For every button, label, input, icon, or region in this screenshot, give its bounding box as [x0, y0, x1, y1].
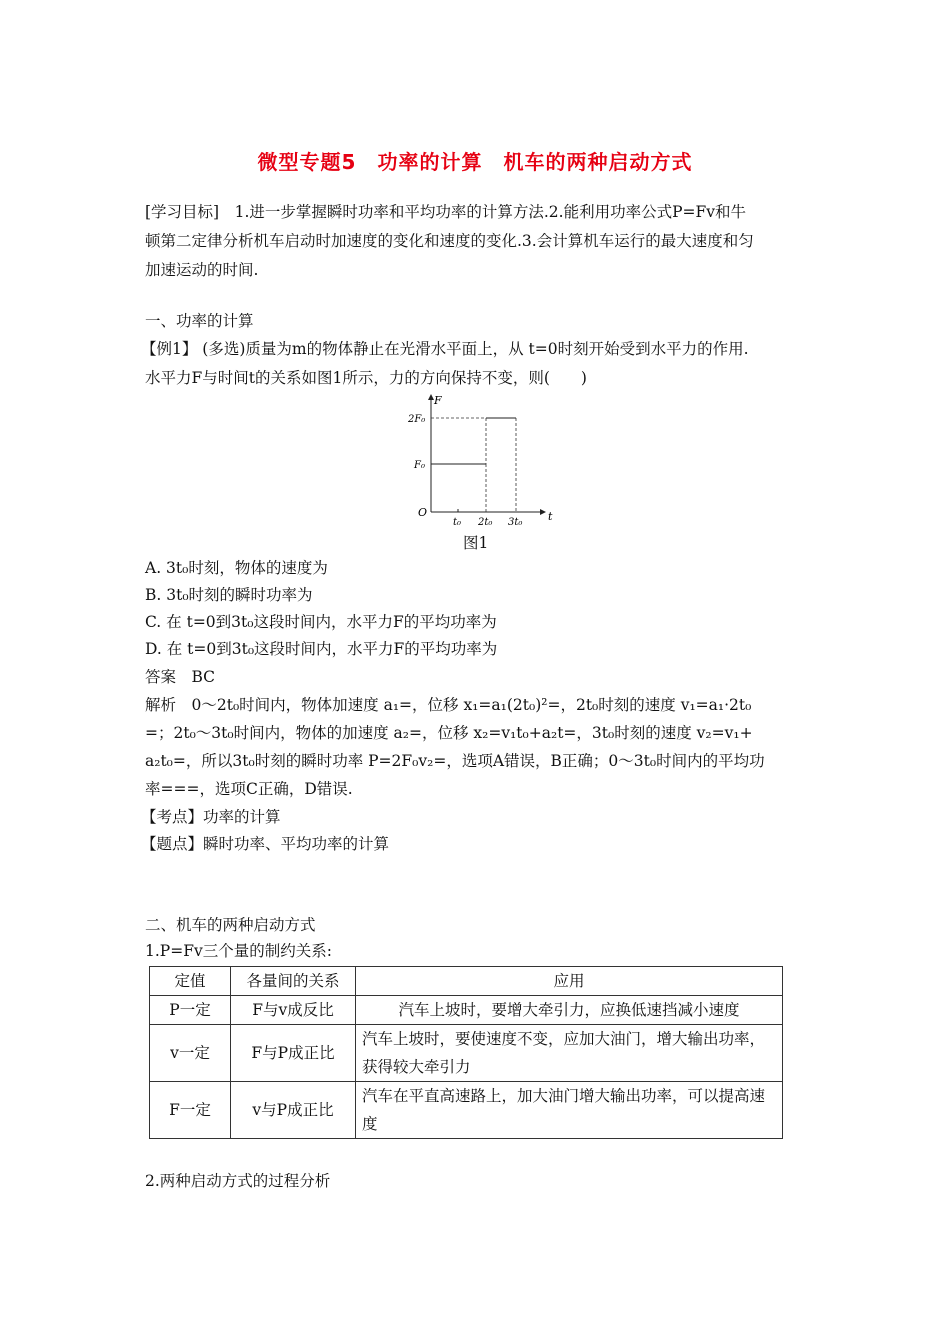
objectives-line-1: [学习目标] 1.进一步掌握瞬时功率和平均功率的计算方法.2.能利用功率公式P=Fv和牛: [145, 203, 747, 221]
table-row: [150, 996, 783, 1025]
table-header: 各量间的关系: [231, 967, 356, 996]
option-c: C. 在 t=0到3t₀这段时间内，水平力F的平均功率为: [145, 613, 497, 631]
analysis-line-3: a₂t₀=，所以3t₀时刻的瞬时功率 P=2F₀v₂=，选项A错误，B正确；0～3t₀时间内的平均功: [145, 752, 765, 770]
page-title: 微型专题5 功率的计算 机车的两种启动方式: [257, 150, 693, 174]
answer: 答案 BC: [145, 668, 216, 686]
x-tick-t0: t₀: [453, 517, 462, 528]
objectives-line-3: 加速运动的时间.: [145, 261, 259, 279]
table-cell: F与v成反比: [231, 996, 356, 1025]
table-cell: v一定: [150, 1025, 231, 1082]
x-tick-3t0: 3t₀: [508, 517, 523, 528]
table-header: 定值: [150, 967, 231, 996]
analysis-line-4: 率===，选项C正确，D错误.: [145, 780, 353, 798]
example-line-1: 【例1】 (多选)质量为m的物体静止在光滑水平面上，从 t=0时刻开始受到水平力的作用.: [141, 340, 749, 358]
table-header-row: [150, 967, 783, 996]
table-row: [150, 1025, 783, 1082]
kaodian: 【考点】功率的计算: [141, 808, 281, 826]
table-cell: 汽车上坡时，要增大牵引力，应换低速挡减小速度: [356, 996, 783, 1025]
example-line-2: 水平力F与时间t的关系如图1所示，力的方向保持不变，则( ): [145, 369, 587, 387]
origin-label: O: [418, 506, 428, 519]
table-cell: F与P成正比: [231, 1025, 356, 1082]
table-row: [150, 1082, 783, 1139]
figure-caption: 图1: [463, 534, 489, 552]
section2-sub2: 2.两种启动方式的过程分析: [145, 1172, 331, 1190]
table-cell: 汽车在平直高速路上，加大油门增大输出功率，可以提高速度: [356, 1082, 783, 1139]
tidian: 【题点】瞬时功率、平均功率的计算: [141, 835, 390, 853]
objectives-line-2: 顿第二定律分析机车启动时加速度的变化和速度的变化.3.会计算机车运行的最大速度和匀: [145, 232, 754, 250]
section2-sub1: 1.P=Fv三个量的制约关系:: [145, 942, 332, 960]
analysis-line-1: 解析 0～2t₀时间内，物体加速度 a₁=，位移 x₁=a₁(2t₀)²=，2t₀时刻的速度 v₁=a₁·2t₀: [145, 696, 752, 714]
force-time-graph: [400, 392, 560, 552]
analysis-line-2: =；2t₀～3t₀时间内，物体的加速度 a₂=，位移 x₂=v₁t₀+a₂t=，3t₀时刻的速度 v₂=v₁+: [145, 724, 753, 742]
table-cell: 汽车上坡时，要使速度不变，应加大油门，增大输出功率，获得较大牵引力: [356, 1025, 783, 1082]
table-cell: P一定: [150, 996, 231, 1025]
section1-heading: 一、功率的计算: [145, 312, 254, 330]
y-tick-2f0: 2F₀: [408, 414, 426, 425]
y-tick-f0: F₀: [414, 460, 425, 471]
option-b: B. 3t₀时刻的瞬时功率为: [145, 586, 313, 604]
x-tick-2t0: 2t₀: [478, 517, 493, 528]
option-d: D. 在 t=0到3t₀这段时间内，水平力F的平均功率为: [145, 640, 498, 658]
option-a: A. 3t₀时刻，物体的速度为: [145, 559, 328, 577]
table-cell: F一定: [150, 1082, 231, 1139]
x-axis-arrow: [540, 509, 546, 515]
y-axis-label: F: [434, 394, 442, 407]
table-cell: v与P成正比: [231, 1082, 356, 1139]
relation-table: [149, 966, 783, 1139]
table-header: 应用: [356, 967, 783, 996]
x-axis-label: t: [548, 510, 553, 523]
section2-heading: 二、机车的两种启动方式: [145, 916, 316, 934]
